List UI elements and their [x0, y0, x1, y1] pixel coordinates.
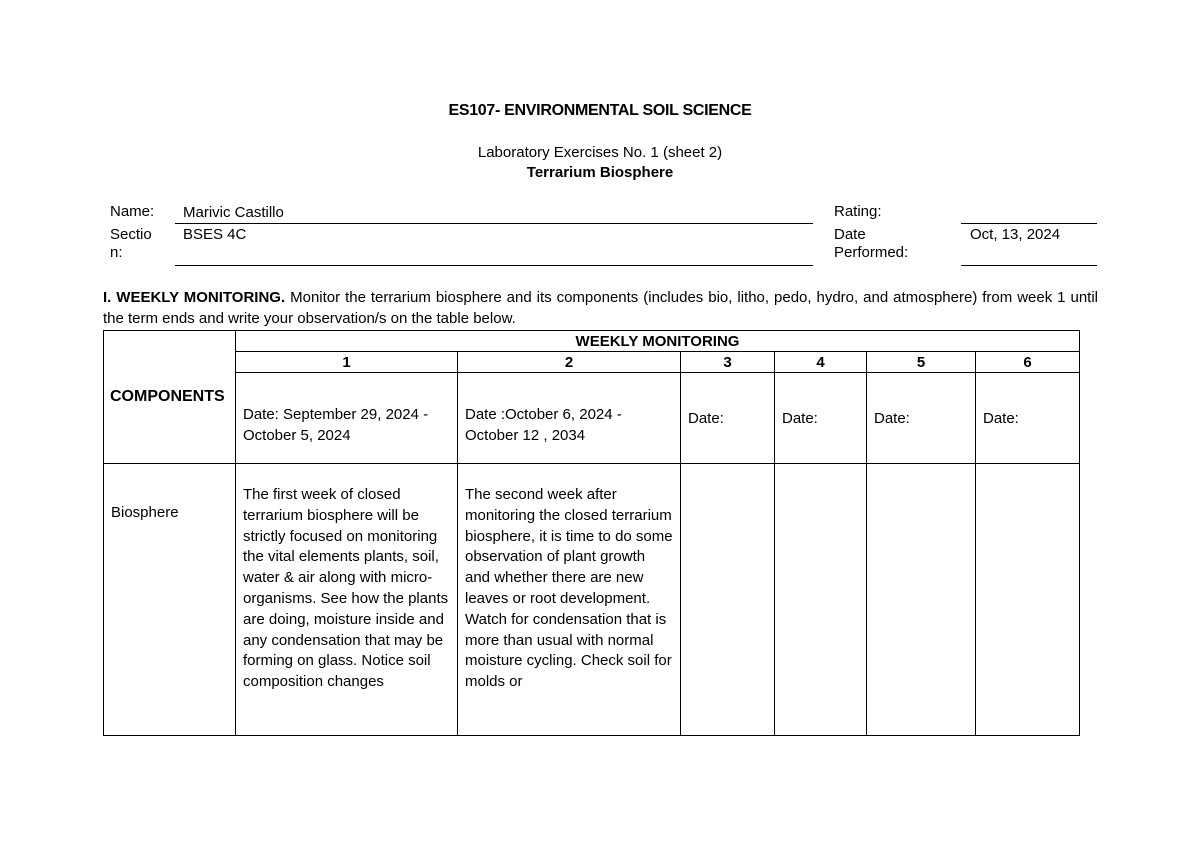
instructions-heading: I. WEEKLY MONITORING.: [103, 289, 286, 306]
components-header: COMPONENTS: [104, 331, 236, 464]
week-2-date: Date :October 6, 2024 - October 12 , 2034: [458, 373, 681, 464]
biosphere-week-6-observation: [976, 464, 1080, 736]
week-6-date: Date:: [976, 373, 1080, 464]
section-value: BSES 4C: [183, 226, 247, 243]
week-4-date: Date:: [775, 373, 867, 464]
date-performed-value: Oct, 13, 2024: [970, 226, 1061, 243]
name-value: Marivic Castillo: [183, 204, 284, 221]
biosphere-week-5-observation: [867, 464, 976, 736]
lab-exercise-number: Laboratory Exercises No. 1 (sheet 2): [477, 144, 723, 161]
course-title: ES107- ENVIRONMENTAL SOIL SCIENCE: [448, 102, 752, 119]
week-1-date: Date: September 29, 2024 - October 5, 2024: [236, 373, 458, 464]
week-3-header: 3: [681, 352, 775, 373]
instructions-paragraph: [103, 287, 1098, 329]
table-row: [104, 464, 1080, 736]
lab-title: Terrarium Biosphere: [526, 164, 674, 181]
rating-label: Rating:: [834, 203, 882, 220]
component-biosphere-label: Biosphere: [104, 464, 236, 736]
section-underline: [175, 265, 813, 266]
name-label: Name:: [110, 203, 155, 220]
week-6-header: 6: [976, 352, 1080, 373]
biosphere-week-1-observation: The first week of closed terrarium biosphere will be strictly focused on monitoring the vital elements plants, soil, water & air along with micro-organisms. See how the plants are doing, moisture inside and any condensation that may be forming on glass. Notice soil composition changes: [236, 464, 458, 736]
week-3-date: Date:: [681, 373, 775, 464]
week-2-header: 2: [458, 352, 681, 373]
biosphere-week-3-observation: [681, 464, 775, 736]
date-performed-label: Date Performed:: [834, 226, 909, 261]
week-5-date: Date:: [867, 373, 976, 464]
name-underline: [175, 223, 813, 224]
instructions-text: Monitor the terrarium biosphere and its components (includes bio, litho, pedo, hydro, and atmosphere) from week 1 until the term ends and write your observation/s on the table below.: [103, 289, 1098, 327]
biosphere-week-4-observation: [775, 464, 867, 736]
date-underline: [961, 265, 1097, 266]
weekly-monitoring-header: WEEKLY MONITORING: [236, 331, 1080, 352]
week-5-header: 5: [867, 352, 976, 373]
week-4-header: 4: [775, 352, 867, 373]
biosphere-week-2-observation: The second week after monitoring the closed terrarium biosphere, it is time to do some observation of plant growth and whether there are new leaves or root development. Watch for condensation that is more than usual with normal moisture cycling. Check soil for molds or: [458, 464, 681, 736]
rating-underline: [961, 223, 1097, 224]
section-label: Sectio n:: [110, 226, 152, 261]
week-1-header: 1: [236, 352, 458, 373]
weekly-monitoring-table: [103, 330, 1080, 736]
